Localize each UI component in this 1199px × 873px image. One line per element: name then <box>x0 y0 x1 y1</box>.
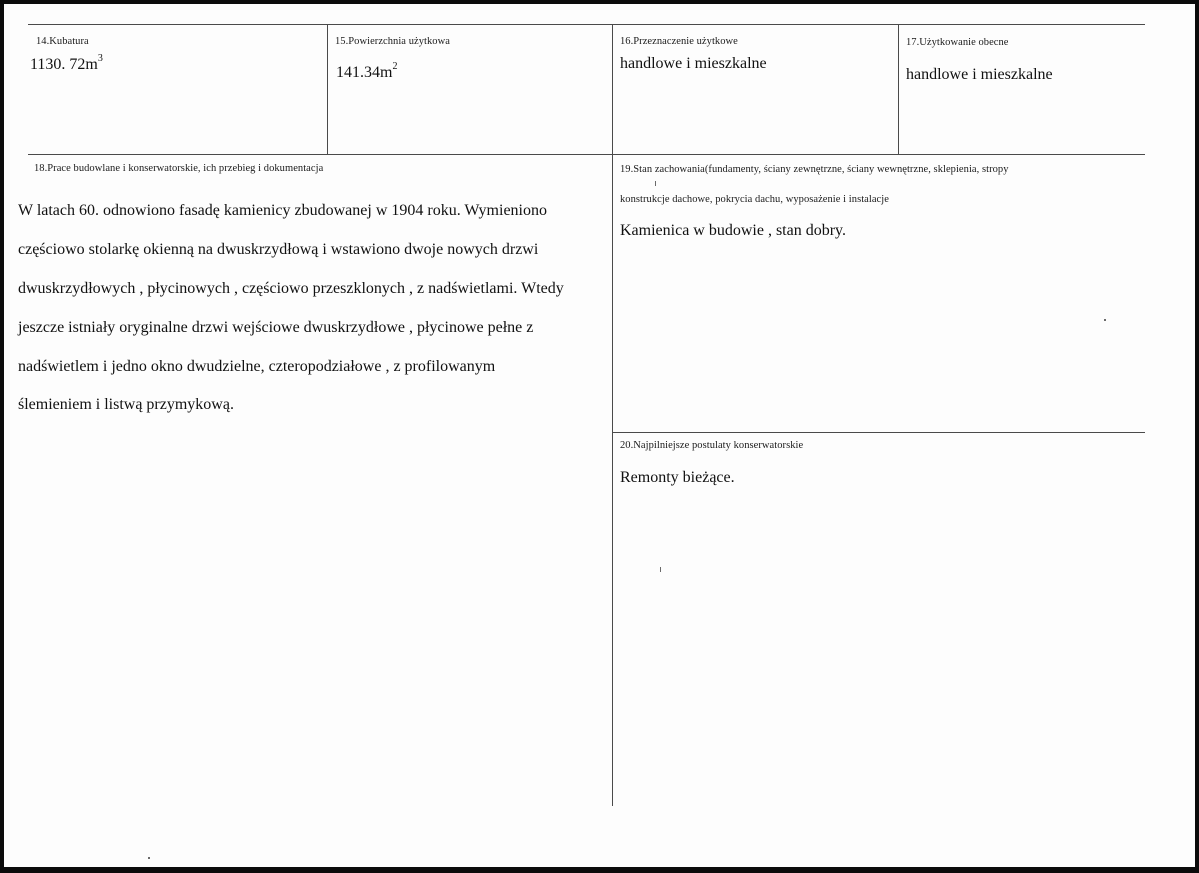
field-20-label: 20.Najpilniejsze postulaty konserwatorskie <box>620 440 804 451</box>
field-18-label: 18.Prace budowlane i konserwatorskie, ich przebieg i dokumentacja <box>34 163 324 174</box>
field-16-label: 16.Przeznaczenie użytkowe <box>620 36 738 47</box>
record-card <box>4 4 1195 867</box>
scan-speck <box>148 857 150 859</box>
scan-speck <box>1104 319 1106 321</box>
field-16-value: handlowe i mieszkalne <box>620 55 767 72</box>
field-18-line: jeszcze istniały oryginalne drzwi wejściowe dwuskrzydłowe , płycinowe pełne z <box>18 318 534 336</box>
field-14-value <box>30 53 103 74</box>
scan-speck <box>655 181 656 186</box>
field-18-line: dwuskrzydłowych , płycinowych , częściowo przeszklonych , z nadświetlami. Wtedy <box>18 280 564 298</box>
field-17-value: handlowe i mieszkalne <box>906 66 1053 83</box>
field-19-label-line2: konstrukcje dachowe, pokrycia dachu, wyposażenie i instalacje <box>620 194 889 205</box>
field-14-number: 1130. 72m <box>30 56 98 73</box>
field-15-unit-exponent: 2 <box>392 61 398 72</box>
field-19-label-line1: 19.Stan zachowania(fundamenty, ściany zewnętrzne, ściany wewnętrzne, sklepienia, stropy <box>620 164 1009 175</box>
field20-top-border <box>612 432 1145 433</box>
col-divider-3 <box>898 24 899 154</box>
field-15-label: 15.Powierzchnia użytkowa <box>335 36 450 47</box>
field-18-line: częściowo stolarkę okienną na dwuskrzydłową i wstawiono dwoje nowych drzwi <box>18 241 539 259</box>
field-18-line: ślemieniem i listwą przymykową. <box>18 396 234 414</box>
field-17-label: 17.Użytkowanie obecne <box>906 37 1009 48</box>
field-18-line: W latach 60. odnowiono fasadę kamienicy zbudowanej w 1904 roku. Wymieniono <box>18 202 547 220</box>
field-14-label: 14.Kubatura <box>36 36 89 47</box>
field-19-value: Kamienica w budowie , stan dobry. <box>620 222 847 239</box>
field-18-text <box>18 182 614 434</box>
field-18-line: nadświetlem i jedno okno dwudzielne, czteropodziałowe , z profilowanym <box>18 357 496 375</box>
row1-bottom-border <box>28 154 1145 155</box>
field-15-number: 141.34m <box>336 64 393 81</box>
field-15-value <box>336 61 398 82</box>
field-20-value: Remonty bieżące. <box>620 469 735 486</box>
col-divider-1 <box>327 24 328 154</box>
scan-speck <box>660 567 661 572</box>
field-14-unit-exponent: 3 <box>97 53 103 64</box>
top-border <box>28 24 1145 25</box>
